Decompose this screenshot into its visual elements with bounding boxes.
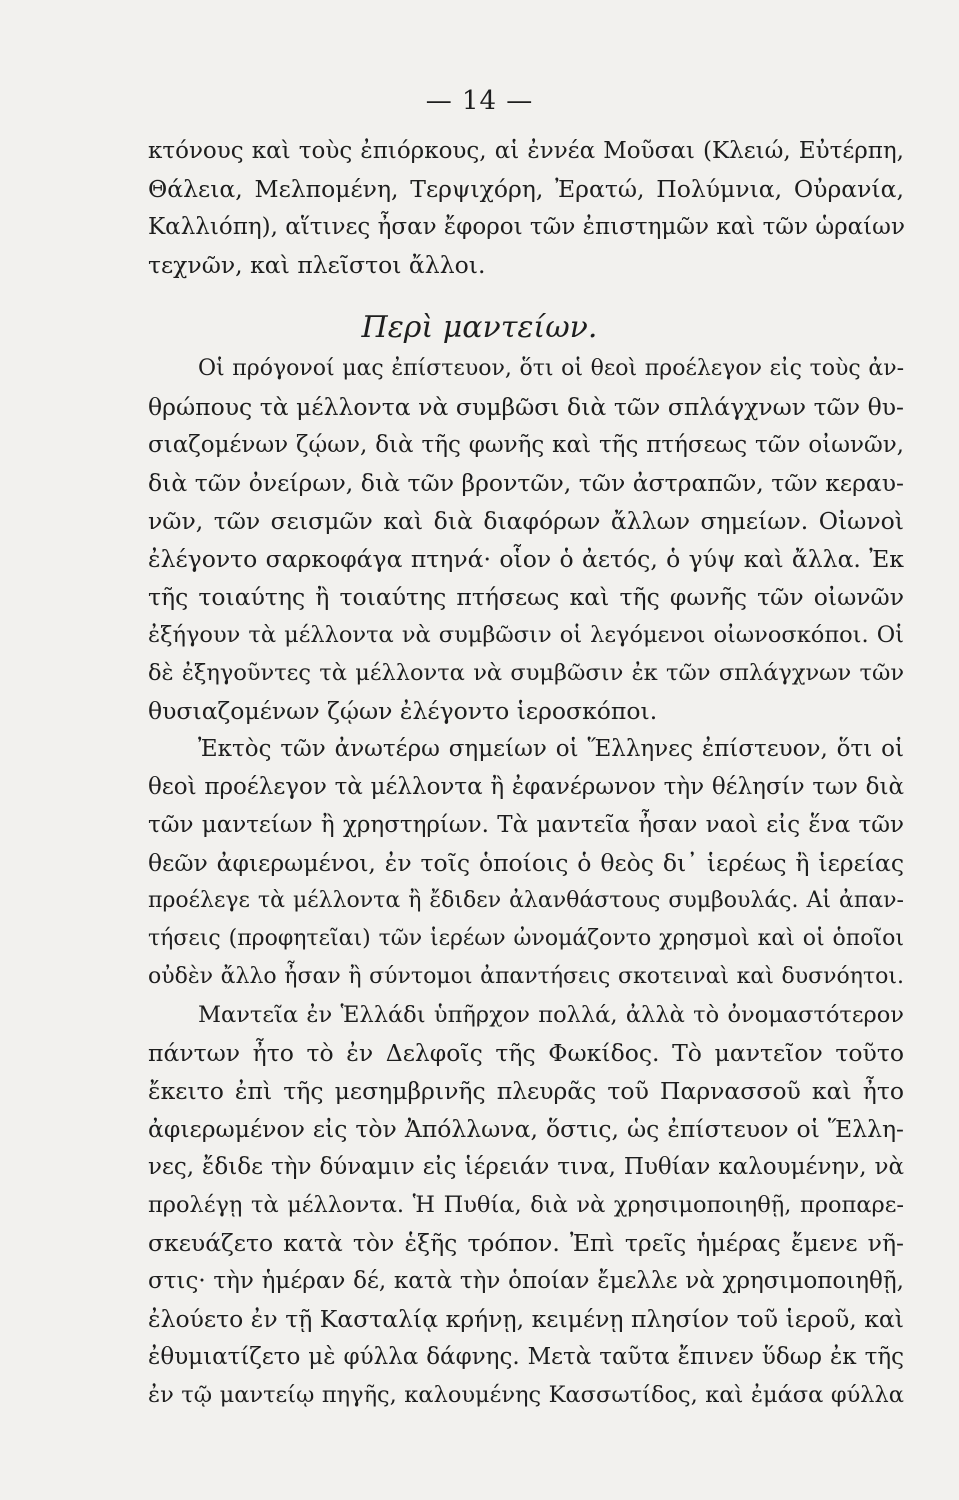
- text-line: προέλεγε τὰ μέλλοντα ἢ ἔδιδεν ἀλανθάστους συμβουλάς. Αἱ ἀπαν-: [148, 888, 904, 913]
- page-number: — 14 —: [425, 86, 534, 116]
- text-line: τῶν μαντείων ἢ χρηστηρίων. Τὰ μαντεῖα ἦσαν ναοὶ εἰς ἕνα τῶν: [148, 812, 904, 838]
- text-line: ἐλούετο ἐν τῇ Κασταλίᾳ κρήνῃ, κειμένῃ πλησίον τοῦ ἱεροῦ, καὶ: [148, 1305, 904, 1333]
- text-line: τήσεις (προφητεῖαι) τῶν ἱερέων ὠνομάζοντο χρησμοὶ καὶ οἱ ὁποῖοι: [148, 926, 904, 951]
- text-line: θυσιαζομένων ζῴων ἐλέγοντο ἱεροσκόποι.: [148, 697, 658, 725]
- text-line: θεοὶ προέλεγον τὰ μέλλοντα ἢ ἐφανέρωνον τὴν θέλησίν των διὰ: [148, 774, 904, 800]
- text-line: πάντων ἦτο τὸ ἐν Δελφοῖς τῆς Φωκίδος. Τὸ μαντεῖον τοῦτο: [148, 1039, 904, 1067]
- text-line: Ἐκτὸς τῶν ἀνωτέρω σημείων οἱ Ἕλληνες ἐπίστευον, ὅτι οἱ: [198, 736, 904, 762]
- text-line: σκευάζετο κατὰ τὸν ἑξῆς τρόπον. Ἐπὶ τρεῖς ἡμέρας ἔμενε νῆ-: [148, 1229, 904, 1257]
- text-line: θεῶν ἀφιερωμένοι, ἐν τοῖς ὁποίοις ὁ θεὸς δι᾽ ἱερέως ἢ ἱερείας: [148, 849, 904, 877]
- text-line: προλέγῃ τὰ μέλλοντα. Ἡ Πυθία, διὰ νὰ χρησιμοποιηθῇ, προπαρε-: [148, 1192, 904, 1218]
- text-line: τεχνῶν, καὶ πλεῖστοι ἄλλοι.: [148, 251, 486, 279]
- text-line: κτόνους καὶ τοὺς ἐπιόρκους, αἱ ἐννέα Μοῦσαι (Κλειώ, Εὐτέρπη,: [148, 138, 904, 164]
- text-line: νῶν, τῶν σεισμῶν καὶ διὰ διαφόρων ἄλλων σημείων. Οἰωνοὶ: [148, 507, 904, 535]
- text-line: θρώπους τὰ μέλλοντα νὰ συμβῶσι διὰ τῶν σπλάγχνων τῶν θυ-: [148, 393, 904, 421]
- text-line: οὐδὲν ἄλλο ἦσαν ἢ σύντομοι ἀπαντήσεις σκοτειναὶ καὶ δυσνόητοι.: [148, 964, 904, 989]
- text-line: ἐν τῷ μαντείῳ πηγῆς, καλουμένης Κασσωτίδος, καὶ ἐμάσα φύλλα: [148, 1382, 904, 1408]
- text-line: Μαντεῖα ἐν Ἑλλάδι ὑπῆρχον πολλά, ἀλλὰ τὸ ὀνομαστότερον: [198, 1002, 904, 1028]
- text-line: Θάλεια, Μελπομένη, Τερψιχόρη, Ἐρατώ, Πολύμνια, Οὐρανία,: [148, 175, 904, 203]
- text-line: Καλλιόπη), αἵτινες ἦσαν ἔφοροι τῶν ἐπιστημῶν καὶ τῶν ὡραίων: [148, 214, 905, 240]
- text-line: ἀφιερωμένον εἰς τὸν Ἀπόλλωνα, ὅστις, ὡς ἐπίστευον οἱ Ἕλλη-: [148, 1115, 904, 1143]
- text-line: ἐξήγουν τὰ μέλλοντα νὰ συμβῶσιν οἱ λεγόμενοι οἰωνοσκόποι. Οἱ: [148, 622, 904, 648]
- text-line: Οἱ πρόγονοί μας ἐπίστευον, ὅτι οἱ θεοὶ προέλεγον εἰς τοὺς ἀν-: [198, 356, 904, 381]
- text-line: ἔκειτο ἐπὶ τῆς μεσημβρινῆς πλευρᾶς τοῦ Παρνασσοῦ καὶ ἦτο: [148, 1077, 904, 1105]
- text-line: νες, ἔδιδε τὴν δύναμιν εἰς ἱέρειάν τινα, Πυθίαν καλουμένην, νὰ: [148, 1154, 904, 1180]
- text-line: ἐθυμιατίζετο μὲ φύλλα δάφνης. Μετὰ ταῦτα ἔπινεν ὕδωρ ἐκ τῆς: [148, 1344, 904, 1370]
- text-line: σιαζομένων ζῴων, διὰ τῆς φωνῆς καὶ τῆς πτήσεως τῶν οἰωνῶν,: [148, 432, 904, 458]
- section-heading: Περὶ μαντείων.: [361, 310, 598, 345]
- text-line: στις· τὴν ἡμέραν δέ, κατὰ τὴν ὁποίαν ἔμελλε νὰ χρησιμοποιηθῇ,: [148, 1268, 904, 1294]
- text-line: ἐλέγοντο σαρκοφάγα πτηνά· οἷον ὁ ἀετός, ὁ γύψ καὶ ἄλλα. Ἐκ: [148, 545, 904, 573]
- text-line: τῆς τοιαύτης ἢ τοιαύτης πτήσεως καὶ τῆς φωνῆς τῶν οἰωνῶν: [148, 583, 904, 611]
- text-line: δὲ ἐξηγοῦντες τὰ μέλλοντα νὰ συμβῶσιν ἐκ τῶν σπλάγχνων τῶν: [148, 660, 904, 686]
- text-line: διὰ τῶν ὀνείρων, διὰ τῶν βροντῶν, τῶν ἀστραπῶν, τῶν κεραυ-: [148, 469, 904, 497]
